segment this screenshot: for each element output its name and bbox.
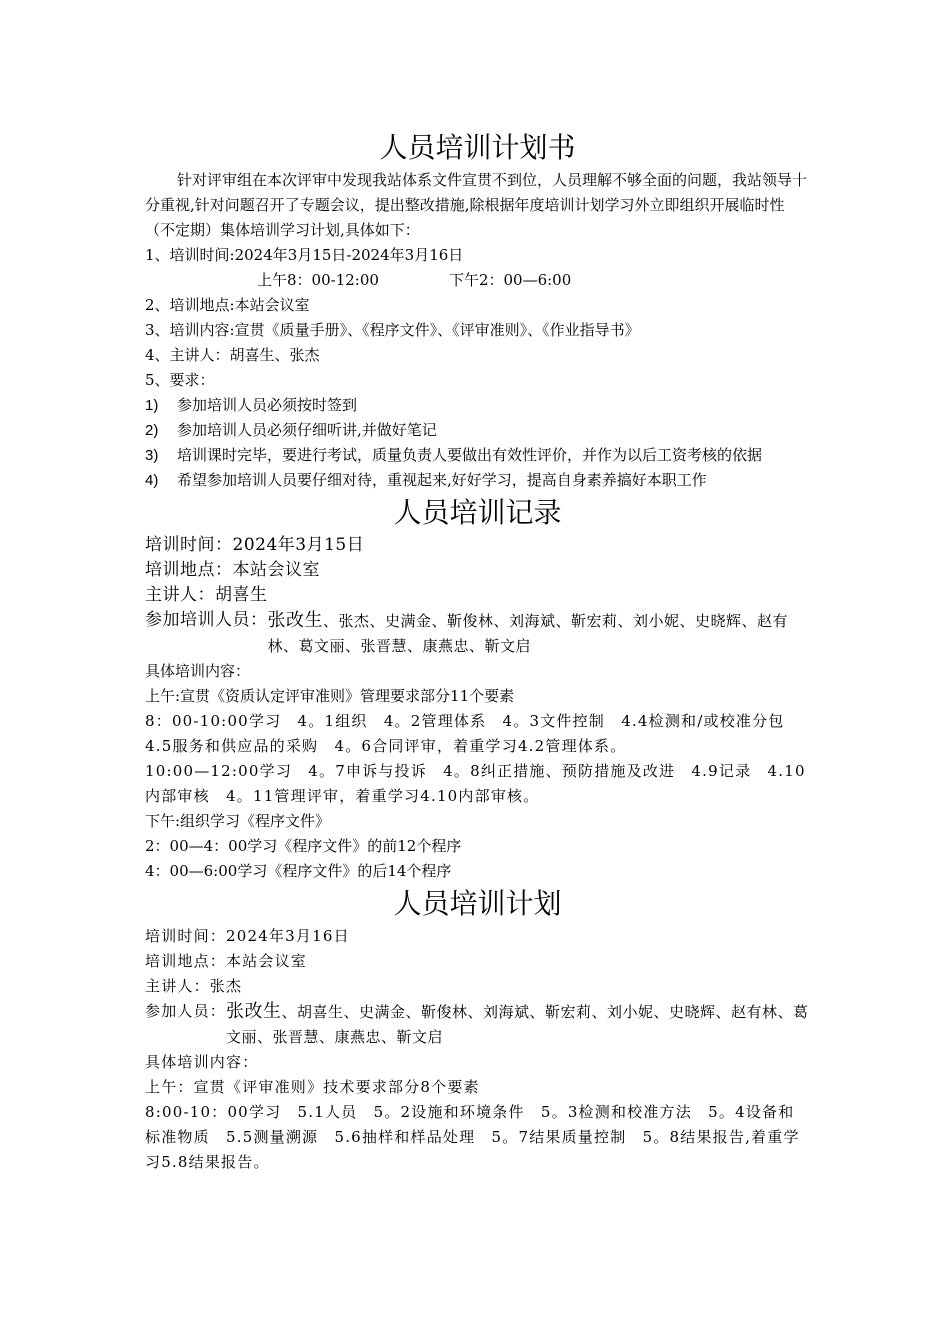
requirement-number: 1) bbox=[145, 397, 159, 414]
record-pm-title: 下午:组织学习《程序文件》 bbox=[145, 812, 331, 830]
plan2-content-label: 具体培训内容： bbox=[145, 1053, 259, 1071]
requirement-item bbox=[145, 418, 810, 443]
plan2-am-title: 上午：宣贯《评审准则》技术要求部分8个要素 bbox=[145, 1078, 480, 1096]
record-participants-names bbox=[268, 608, 811, 659]
record-participant-rest: 、张杰、史满金、靳俊林、刘海斌、靳宏莉、刘小妮、史晓辉、赵有林、葛文丽、张晋慧、康燕忠、靳文启 bbox=[267, 612, 789, 655]
record-participants bbox=[145, 608, 810, 659]
requirement-item bbox=[145, 468, 810, 493]
plan2-participant-first: 张改生 bbox=[226, 1001, 282, 1022]
plan2-participants bbox=[145, 999, 810, 1050]
plan-time-slots bbox=[257, 268, 810, 293]
requirement-number: 4) bbox=[145, 472, 159, 489]
record-participant-first: 张改生 bbox=[267, 610, 323, 631]
document-page bbox=[145, 128, 810, 1175]
requirement-number: 2) bbox=[145, 422, 159, 439]
plan-time-am: 上午8：00-12:00 bbox=[257, 271, 379, 289]
requirement-text: 培训课时完毕，要进行考试，质量负责人要做出有效性评价，并作为以后工资考核的依据 bbox=[177, 446, 763, 464]
plan2-participants-label: 参加人员： bbox=[145, 1002, 227, 1020]
record-place: 培训地点：本站会议室 bbox=[145, 560, 320, 580]
plan2-place: 培训地点：本站会议室 bbox=[145, 952, 308, 970]
requirement-text: 参加培训人员必须仔细听讲,并做好笔记 bbox=[177, 421, 437, 439]
record-pm-session-2: 4：00—6:00学习《程序文件》的后14个程序 bbox=[145, 862, 452, 880]
plan-title: 人员培训计划书 bbox=[379, 131, 576, 164]
plan-item-place: 2、培训地点:本站会议室 bbox=[145, 296, 310, 314]
requirement-text: 参加培训人员必须按时签到 bbox=[177, 396, 358, 414]
plan2-time: 培训时间：2024年3月16日 bbox=[145, 927, 350, 945]
requirement-text: 希望参加培训人员要仔细对待，重视起来,好好学习，提高自身素养搞好本职工作 bbox=[177, 471, 707, 489]
record-am-session-1: 8：00-10:00学习 4。1组织 4。2管理体系 4。3文件控制 4.4检测和/或校准分包 4.5服务和供应品的采购 4。6合同评审，着重学习4.2管理体系。 bbox=[145, 712, 801, 755]
record-title: 人员培训记录 bbox=[393, 496, 562, 529]
plan2-participants-names bbox=[226, 999, 810, 1050]
record-am-session-2: 10:00—12:00学习 4。7申诉与投诉 4。8纠正措施、预防措施及改进 4.9记录 4.10内部审核 4。11管理评审，着重学习4.10内部审核。 bbox=[145, 762, 806, 805]
plan-item-content: 3、培训内容:宣贯《质量手册》、《程序文件》、《评审准则》、《作业指导书》 bbox=[145, 321, 640, 339]
plan-item-speaker: 4、主讲人：胡喜生、张杰 bbox=[145, 346, 320, 364]
plan2-title: 人员培训计划 bbox=[393, 887, 562, 920]
plan2-am-session-1: 8:00-10：00学习 5.1人员 5。2设施和环境条件 5。3检测和校准方法 5。4设备和标准物质 5.5测量溯源 5.6抽样和样品处理 5。7结果质量控制 5。8结果报告,着重学习5.8结果报告。 bbox=[145, 1103, 800, 1171]
plan-item-requirements: 5、要求： bbox=[145, 371, 215, 389]
requirement-number: 3) bbox=[145, 447, 159, 464]
plan-item-time: 1、培训时间:2024年3月15日-2024年3月16日 bbox=[145, 246, 464, 264]
record-pm-session-1: 2：00—4：00学习《程序文件》的前12个程序 bbox=[145, 837, 462, 855]
record-am-title: 上午:宣贯《资质认定评审准则》管理要求部分11个要素 bbox=[145, 687, 515, 705]
requirement-item bbox=[145, 443, 810, 468]
plan2-participant-rest: 、胡喜生、史满金、靳俊林、刘海斌、靳宏莉、刘小妮、史晓辉、赵有林、葛文丽、张晋慧、康燕忠、靳文启 bbox=[226, 1003, 809, 1046]
plan-intro: 针对评审组在本次评审中发现我站体系文件宣贯不到位，人员理解不够全面的问题，我站领导十分重视,针对问题召开了专题会议，提出整改措施,除根据年度培训计划学习外立即组织开展临时性（不定期）集体培训学习计划,具体如下： bbox=[145, 171, 808, 239]
record-participants-label: 参加培训人员： bbox=[145, 610, 268, 630]
plan2-speaker: 主讲人：张杰 bbox=[145, 977, 243, 995]
requirement-item bbox=[145, 393, 810, 418]
record-time: 培训时间：2024年3月15日 bbox=[145, 535, 365, 555]
record-speaker: 主讲人：胡喜生 bbox=[145, 585, 268, 605]
record-content-label: 具体培训内容： bbox=[145, 662, 251, 680]
plan-time-pm: 下午2：00—6:00 bbox=[448, 271, 572, 289]
